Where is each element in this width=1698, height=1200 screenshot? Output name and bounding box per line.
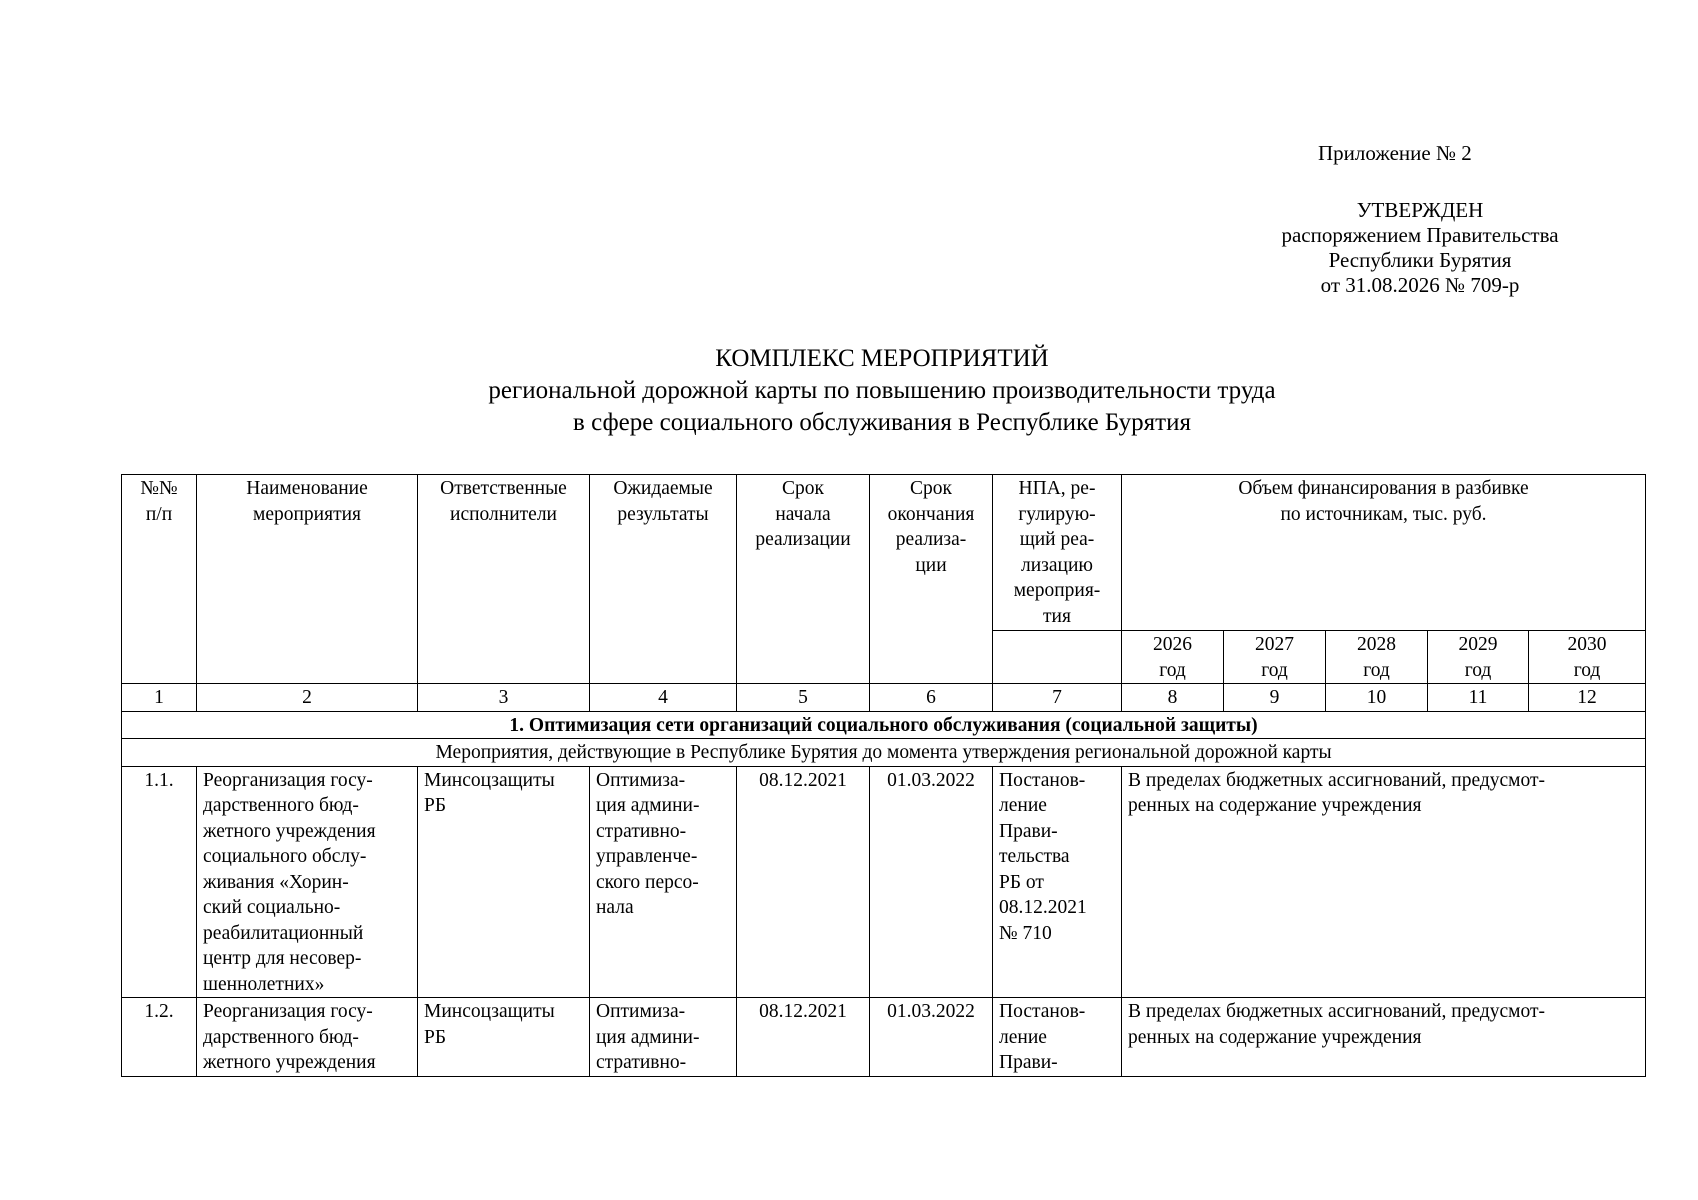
text-line: год [1261,659,1288,681]
header-name [197,475,418,684]
column-number: 4 [590,684,737,712]
order-line-2: Республики Бурятия [1328,248,1512,272]
column-number: 1 [122,684,197,712]
text-line: Срок [782,478,824,499]
text-line: 2028 [1357,634,1396,655]
text-line: реализации [755,529,851,550]
text-line: 2029 [1458,634,1498,655]
text-line: РБ [424,1026,447,1048]
text-line: мероприя- [1013,580,1101,601]
table-row [122,766,1646,998]
row-num: 1.1. [122,766,197,998]
header-year-2028 [1326,631,1428,684]
text-line: мероприятия [252,503,361,525]
text-line: год [1464,659,1492,681]
text-line: Срок [910,478,952,499]
order-line-1: распоряжением Правительства [1281,223,1559,247]
text-line: 2030 [1567,634,1607,655]
text-line: Прави- [999,820,1058,842]
text-line: Объем финансирования в разбивке [1238,478,1529,499]
text-line: гулирую- [1018,503,1096,525]
text-line: Прави- [999,1052,1058,1073]
header-num [122,475,197,684]
annex-number: Приложение № 2 [1318,141,1472,165]
row-end: 01.03.2022 [870,998,993,1077]
row-results [590,998,737,1077]
text-line: дарственного бюд- [203,795,359,816]
text-line: окончания [887,503,975,525]
text-line: ция админи- [596,795,700,816]
header-results [590,475,737,684]
text-line: Минсоцзащиты [424,769,555,791]
text-line: реализа- [895,529,967,550]
row-start: 08.12.2021 [737,766,870,998]
text-line: РБ [424,795,447,816]
approved-label: УТВЕРЖДЕН [1356,198,1484,222]
text-line: 2026 [1153,634,1192,655]
section-title: 1. Оптимизация сети организаций социального обслуживания (социальной защиты) [122,711,1646,739]
text-line: социального обслу- [203,846,367,867]
header-end [870,475,993,684]
text-line: п/п [145,503,173,525]
subsection-row [122,739,1646,767]
text-line: Оптимиза- [596,769,686,791]
column-number: 5 [737,684,870,712]
text-line: год [1363,659,1390,681]
row-npa [993,998,1122,1077]
row-funding [1122,766,1646,998]
text-line: ция админи- [596,1026,700,1048]
text-line: Ожидаемые [613,478,713,499]
text-line: Минсоцзащиты [424,1001,555,1022]
column-number: 12 [1529,684,1646,712]
text-line: тельства [999,846,1070,867]
text-line: управленче- [596,846,698,867]
text-line: дарственного бюд- [203,1026,359,1048]
row-executors [418,998,590,1077]
text-line: В пределах бюджетных ассигнований, предусмот- [1128,1001,1546,1022]
text-line: Реорганизация госу- [203,769,373,791]
column-number: 10 [1326,684,1428,712]
text-line: НПА, ре- [1018,478,1096,499]
text-line: 2027 [1255,634,1294,655]
approval-stamp [1230,198,1610,298]
column-number: 8 [1122,684,1224,712]
text-line: ренных на содержание учреждения [1128,1026,1422,1048]
column-number: 11 [1428,684,1529,712]
row-start: 08.12.2021 [737,998,870,1077]
column-number: 6 [870,684,993,712]
text-line: по источникам, тыс. руб. [1280,503,1487,525]
text-line: жетного учреждения [203,1052,376,1073]
text-line: Наименование [246,478,368,499]
text-line: год [1159,659,1186,681]
text-line: ского персо- [596,871,699,893]
text-line: щий реа- [1019,529,1095,550]
text-line: исполнители [450,503,557,525]
column-number: 2 [197,684,418,712]
text-line: стративно- [596,1052,687,1073]
header-executors [418,475,590,684]
text-line: центр для несовер- [203,948,362,969]
header-year-2029 [1428,631,1529,684]
row-results [590,766,737,998]
title-line-2: региональной дорожной карты по повышению производительности труда [488,377,1276,404]
text-line: Оптимиза- [596,1001,686,1022]
row-num: 1.2. [122,998,197,1077]
text-line: результаты [617,503,709,525]
text-line: лизацию [1021,554,1093,576]
text-line: Ответственные [440,478,567,499]
header-row [122,475,1646,631]
text-line: В пределах бюджетных ассигнований, предусмот- [1128,769,1546,791]
text-line: стративно- [596,820,687,842]
section-row [122,711,1646,739]
row-executors [418,766,590,998]
text-line: № 710 [999,922,1052,944]
activities-table [121,474,1646,1077]
text-line: реабилитационный [203,922,364,944]
column-numbers-row [122,684,1646,712]
text-line: ление [999,1026,1047,1048]
row-name [197,998,418,1077]
header-npa [993,475,1122,631]
row-name [197,766,418,998]
text-line: год [1573,659,1601,681]
text-line: живания «Хорин- [203,871,349,893]
row-end: 01.03.2022 [870,766,993,998]
column-number: 9 [1224,684,1326,712]
title-line-1: КОМПЛЕКС МЕРОПРИЯТИЙ [715,345,1049,372]
order-line-3: от 31.08.2026 № 709-р [1320,273,1520,297]
text-line: шеннолетних» [203,973,325,995]
text-line: нала [596,897,634,918]
subsection-title: Мероприятия, действующие в Республике Бурятия до момента утверждения региональной дорожной карты [122,739,1646,767]
text-line: ление [999,795,1047,816]
text-line: жетного учреждения [203,820,376,842]
table-row [122,998,1646,1077]
row-npa [993,766,1122,998]
column-number: 3 [418,684,590,712]
text-line: Постанов- [999,1001,1086,1022]
title-line-3: в сфере социального обслуживания в Республике Бурятия [573,409,1191,436]
header-year-2026 [1122,631,1224,684]
document-title [120,343,1644,439]
text-line: Постанов- [999,769,1086,791]
text-line: ренных на содержание учреждения [1128,795,1422,816]
text-line: ции [915,554,947,576]
header-year-2030 [1529,631,1646,684]
header-start [737,475,870,684]
text-line: 08.12.2021 [999,897,1087,918]
column-number: 7 [993,684,1122,712]
text-line: начала [775,503,831,525]
text-line: №№ [140,478,178,499]
row-funding [1122,998,1646,1077]
text-line: тия [1043,605,1071,627]
text-line: ский социально- [203,897,341,918]
header-year-2027 [1224,631,1326,684]
text-line: РБ от [999,871,1044,893]
text-line: Реорганизация госу- [203,1001,373,1022]
header-funding [1122,475,1646,631]
header-npa-empty [993,631,1122,684]
